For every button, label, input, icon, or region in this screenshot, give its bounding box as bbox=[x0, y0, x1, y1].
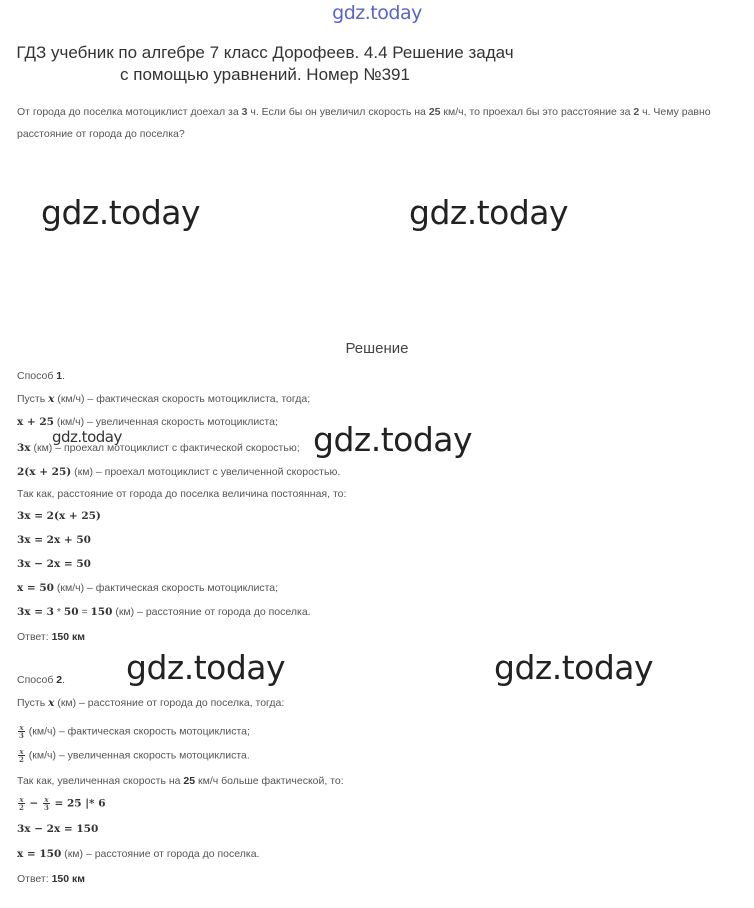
method1-line: 2(x + 25) (км) – проехал мотоциклист с увеличенной скоростью. bbox=[17, 466, 341, 478]
fraction: $\frac{x}{2}$ bbox=[19, 747, 24, 764]
problem-text: От города до поселка мотоциклист доехал за bbox=[17, 106, 242, 118]
problem-value: 3 bbox=[241, 106, 248, 118]
method2-line: Пусть x (км) – расстояние от города до поселка, тогда: bbox=[17, 697, 285, 709]
problem-text: ч. Чему равно расстояние от города до поселка? bbox=[17, 106, 711, 140]
watermark: gdz.today bbox=[409, 193, 569, 232]
fraction: $\frac{x}{2}$ bbox=[19, 795, 24, 812]
method1-equation: 3x = 3 * 50 = 150 (км) – расстояние от города до поселка. bbox=[17, 606, 311, 618]
watermark: gdz.today bbox=[52, 428, 122, 446]
method2-label: Способ 2. bbox=[17, 674, 66, 686]
problem-text: ч. Если бы он увеличил скорость на bbox=[247, 106, 429, 118]
method2-line: $\frac{x}{3}$ (км/ч) – фактическая скорость мотоциклиста; bbox=[19, 723, 250, 740]
method1-equation: 3x = 2(x + 25) bbox=[17, 510, 101, 522]
fraction: $\frac{x}{3}$ bbox=[19, 723, 24, 740]
method1-equation: x = 50 (км/ч) – фактическая скорость мотоциклиста; bbox=[17, 582, 279, 594]
method1-line: x + 25 (км/ч) – увеличенная скорость мотоциклиста; bbox=[17, 416, 278, 428]
method1-equation: 3x − 2x = 50 bbox=[17, 558, 91, 570]
watermark: gdz.today bbox=[494, 648, 654, 687]
problem-statement bbox=[17, 101, 739, 145]
solution-heading: Решение bbox=[345, 340, 409, 357]
page-title-line: с помощью уравнений. Номер №391 bbox=[120, 65, 410, 84]
method2-line: $\frac{x}{2}$ (км/ч) – увеличенная скорость мотоциклиста. bbox=[19, 747, 250, 764]
method1-answer: Ответ: 150 км bbox=[17, 631, 86, 643]
watermark: gdz.today bbox=[126, 648, 286, 687]
method1-line: Пусть x (км/ч) – фактическая скорость мотоциклиста, тогда; bbox=[17, 393, 311, 405]
problem-value: 2 bbox=[633, 106, 640, 118]
watermark: gdz.today bbox=[313, 420, 473, 459]
page-title-line: ГДЗ учебник по алгебре 7 класс Дорофеев. 4.4 Решение задач bbox=[16, 43, 514, 62]
method1-label: Способ 1. bbox=[17, 370, 66, 382]
method1-line: Так как, расстояние от города до поселка величина постоянная, то: bbox=[17, 488, 347, 500]
method2-equation: 3x − 2x = 150 bbox=[17, 823, 99, 835]
method2-equation: $\frac{x}{2}$ − $\frac{x}{3}$ = 25 |* 6 bbox=[19, 795, 106, 812]
watermark-top: gdz.today bbox=[332, 2, 422, 24]
watermark: gdz.today bbox=[41, 193, 201, 232]
method2-line: Так как, увеличенная скорость на 25 км/ч больше фактической, то: bbox=[17, 775, 344, 787]
problem-value: 25 bbox=[428, 106, 441, 118]
method2-equation: x = 150 (км) – расстояние от города до поселка. bbox=[17, 848, 260, 860]
method1-equation: 3x = 2x + 50 bbox=[17, 534, 91, 546]
problem-text: км/ч, то проехал бы это расстояние за bbox=[440, 106, 634, 118]
fraction: $\frac{x}{3}$ bbox=[43, 795, 49, 812]
method1-line: 3x (км) – проехал мотоциклист с фактической скоростью; bbox=[17, 442, 300, 454]
page-title bbox=[0, 42, 530, 86]
method2-answer: Ответ: 150 км bbox=[17, 873, 86, 885]
